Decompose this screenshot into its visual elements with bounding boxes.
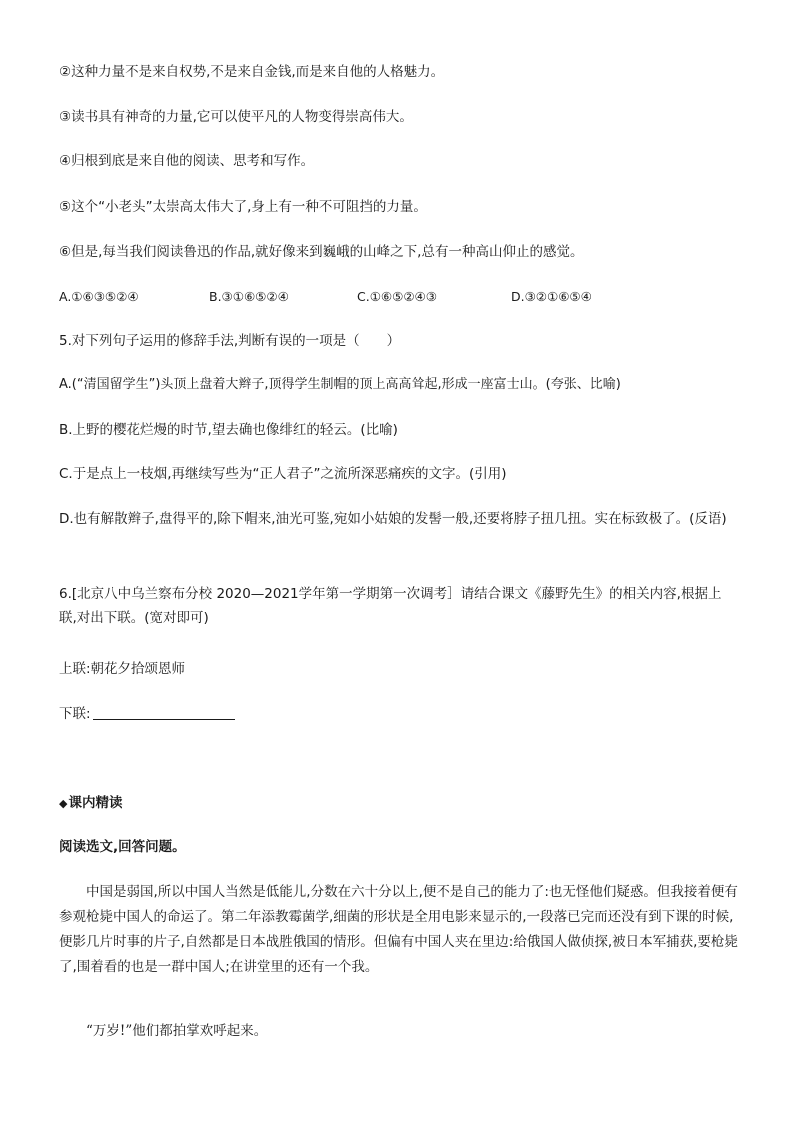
- question-6-stem: 6.[北京八中乌兰察布分校 2020—2021学年第一学期第一次调考］请结合课文《藤野先生》的相关内容,根据上联,对出下联。(宽对即可): [59, 586, 722, 626]
- sentence-5: ⑤这个“小老头”太崇高太伟大了,身上有一种不可阻挡的力量。: [59, 199, 427, 215]
- question-5-option-d: D.也有解散辫子,盘得平的,除下帽来,油光可鉴,宛如小姑娘的发髻一般,还要将脖子扭几扭。实在标致极了。(反语): [59, 511, 727, 527]
- question-5-stem: 5.对下列句子运用的修辞手法,判断有误的一项是（ ）: [59, 333, 401, 349]
- question-5-option-b: B.上野的樱花烂熳的时节,望去确也像绯红的轻云。(比喻): [59, 422, 398, 438]
- sentence-6: ⑥但是,每当我们阅读鲁迅的作品,就好像来到巍峨的山峰之下,总有一种高山仰止的感觉。: [59, 244, 584, 260]
- option-d: D.③②①⑥⑤④: [511, 289, 592, 304]
- section-title: 课内精读: [68, 795, 123, 811]
- sentence-4: ④归根到底是来自他的阅读、思考和写作。: [59, 153, 315, 169]
- passage-paragraph-1: 中国是弱国,所以中国人当然是低能儿,分数在六十分以上,便不是自己的能力了:也无怪他们疑惑。但我接着便有参观枪毙中国人的命运了。第二年添教霉菌学,细菌的形状是全用电影来显示的,一段落已完而还没有到下课的时候,便影几片时事的片子,自然都是日本战胜俄国的情形。但偏有中国人夹在里边:给俄国人做侦探,被日本军捕获,要枪毙了,围着看的也是一群中国人;在讲堂里的还有一个我。: [59, 884, 738, 975]
- question-4-options: [59, 287, 699, 307]
- option-a: A.①⑥③⑤②④: [59, 289, 139, 304]
- section-heading: [59, 793, 122, 814]
- lower-couplet-label: 下联:: [59, 706, 91, 722]
- option-c: C.①⑥⑤②④③: [357, 289, 437, 304]
- sentence-2: ②这种力量不是来自权势,不是来自金钱,而是来自他的人格魅力。: [59, 64, 445, 80]
- passage-paragraph-2: “万岁!”他们都拍掌欢呼起来。: [86, 1023, 268, 1039]
- sentence-3: ③读书具有神奇的力量,它可以使平凡的人物变得崇高伟大。: [59, 109, 413, 125]
- lower-couplet: [59, 704, 235, 724]
- question-5-option-a: A.(“清国留学生”)头顶上盘着大辫子,顶得学生制帽的顶上高高耸起,形成一座富士山。(夸张、比喻): [59, 377, 621, 392]
- upper-couplet: 上联:朝花夕拾颂恩师: [59, 661, 186, 677]
- diamond-icon: ◆: [59, 797, 68, 810]
- answer-blank[interactable]: [93, 705, 235, 720]
- question-5-option-c: C.于是点上一枝烟,再继续写些为“正人君子”之流所深恶痛疾的文字。(引用): [59, 466, 507, 482]
- option-b: B.③①⑥⑤②④: [209, 289, 289, 304]
- reading-instruction: 阅读选文,回答问题。: [59, 839, 186, 855]
